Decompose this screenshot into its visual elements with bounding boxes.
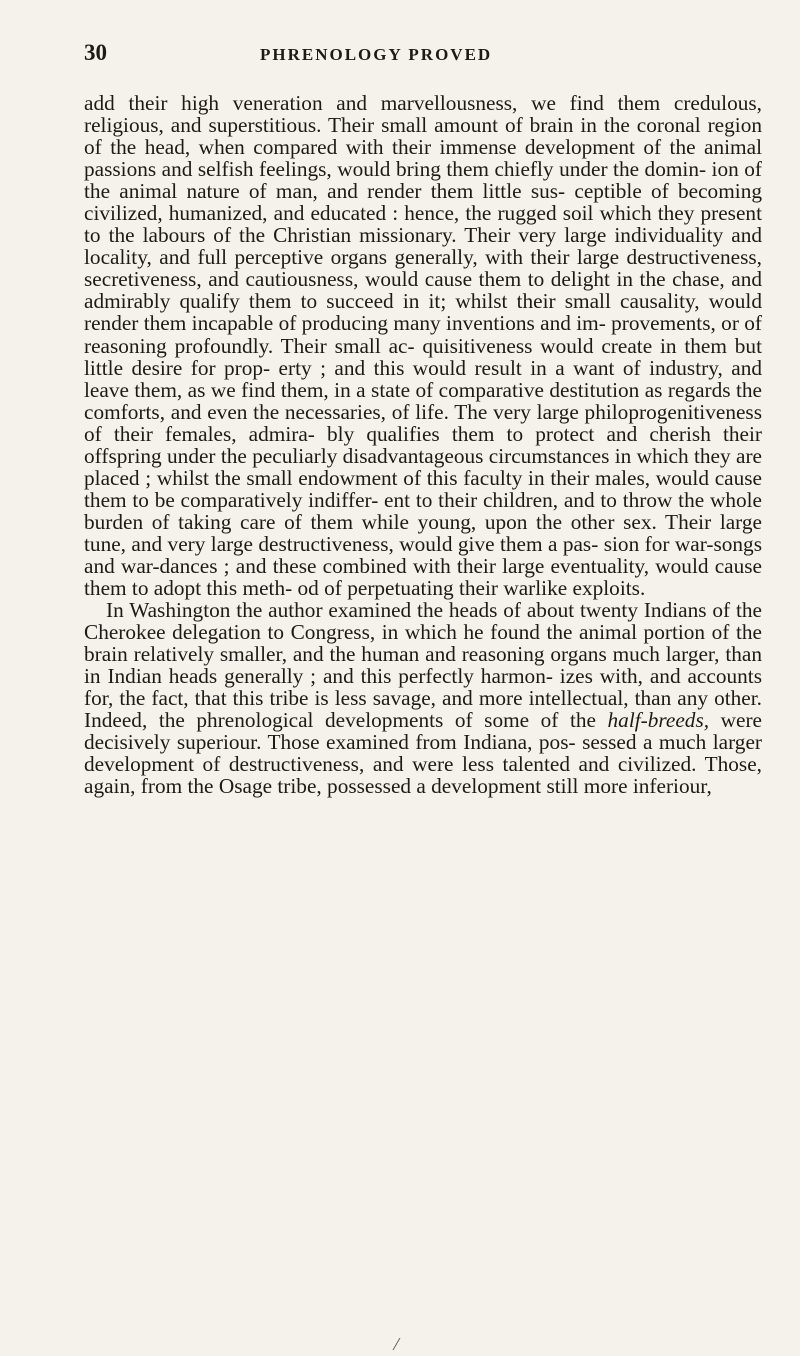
paragraph-1 xyxy=(84,92,762,599)
running-head xyxy=(84,40,760,70)
paragraph-2-text-start: In Washington the author examined the heads of about twenty Indians of the Cherokee delegation to Congress, in which he found the animal portion of the brain relatively smaller, and the human and reasoning organs much larger, than in Indian heads generally ; and this perfectly harmon- izes with, and accounts for, the fact, that this tribe is less savage, and more intellectual, than any other. Indeed, the phrenological developments of some of the xyxy=(84,598,762,733)
body-text xyxy=(84,92,762,798)
paragraph-2 xyxy=(84,599,762,797)
paragraph-1-text: add their high veneration and marvellousness, we find them credulous, religious, and superstitious. Their small amount of brain in the coronal region of the head, when compared with their immense development of the animal passions and selfish feelings, would bring them chiefly under the domin- ion of the animal nature of man, and render them little sus- ceptible of becoming civilized, humanized, and educated : hence, the rugged soil which they present to the labours of the Christian missionary. Their very large individuality and locality, and full perceptive organs generally, with their large destructiveness, secretiveness, and cautiousness, would cause them to delight in the chase, and admirably qualify them to succeed in it; whilst their small causality, would render them incapable of producing many inventions and im- provements, or of reasoning profoundly. Their small ac- quisitiveness would create in them but little desire for prop- erty ; and this would result in a want of industry, and leave them, as we find them, in a state of comparative destitution as regards the comforts, and even the necessaries, of life. The very large philoprogenitiveness of their females, admira- bly qualifies them to protect and cherish their offspring under the peculiarly disadvantageous circumstances in which they are placed ; whilst the small endowment of this faculty in their males, would cause them to be comparatively indiffer- ent to their children, and to throw the whole burden of taking care of them while young, upon the other sex. Their large tune, and very large destructiveness, would give them a pas- sion for war-songs and war-dances ; and these combined with their large eventuality, would cause them to adopt this meth- od of perpetuating their warlike exploits. xyxy=(84,91,762,601)
half-breeds-italic: half-breeds, xyxy=(607,708,710,733)
running-title: PHRENOLOGY PROVED xyxy=(260,45,493,64)
page-number: 30 xyxy=(84,40,107,65)
paragraph-2-text-end: were decisively superiour. Those examined from Indiana, pos- sessed a much larger development of destructiveness, and were less talented and civilized. Those, again, from the Osage tribe, possessed a development still more inferiour, xyxy=(84,708,762,799)
stray-ink-mark xyxy=(393,1338,407,1350)
